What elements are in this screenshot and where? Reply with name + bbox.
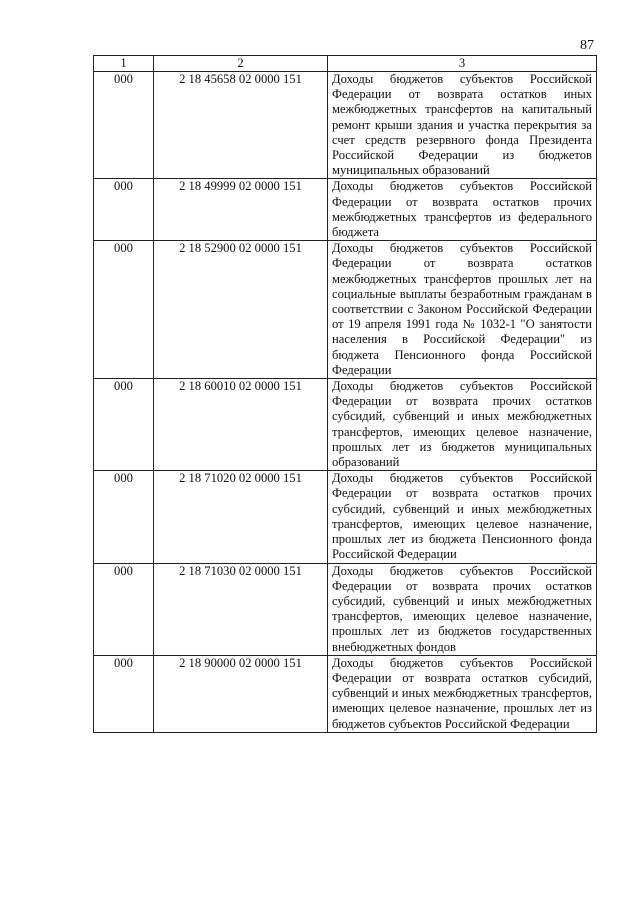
table-row	[94, 379, 597, 471]
column-header-description: 3	[328, 56, 597, 72]
budget-code-cell: 2 18 71030 02 0000 151	[154, 563, 328, 655]
description-cell: Доходы бюджетов субъектов Российской Федерации от возврата прочих остатков субсидий, субвенций и иных межбюджетных трансфертов, имеющих целевое назначение, прошлых лет из бюджетов муниципальных образований	[328, 379, 597, 471]
description-cell: Доходы бюджетов субъектов Российской Федерации от возврата остатков межбюджетных трансфертов прошлых лет на социальные выплаты безработным гражданам в соответствии с Законом Российской Федерации от 19 апреля 1991 года № 1032-1 "О занятости населения в Российской Федерации" из бюджета Пенсионного фонда Российской Федерации	[328, 241, 597, 379]
table-row	[94, 241, 597, 379]
column-header-admin-code: 1	[94, 56, 154, 72]
column-header-budget-code: 2	[154, 56, 328, 72]
budget-code-cell: 2 18 90000 02 0000 151	[154, 655, 328, 732]
admin-code-cell: 000	[94, 379, 154, 471]
admin-code-cell: 000	[94, 179, 154, 241]
budget-revenue-table	[93, 55, 597, 733]
description-cell: Доходы бюджетов субъектов Российской Федерации от возврата прочих остатков субсидий, субвенций и иных межбюджетных трансфертов, имеющих целевое назначение, прошлых лет из бюджетов государственных внебюджетных фондов	[328, 563, 597, 655]
admin-code-cell: 000	[94, 72, 154, 179]
budget-code-cell: 2 18 52900 02 0000 151	[154, 241, 328, 379]
budget-code-cell: 2 18 71020 02 0000 151	[154, 471, 328, 563]
budget-code-cell: 2 18 45658 02 0000 151	[154, 72, 328, 179]
table-row	[94, 471, 597, 563]
table-row	[94, 563, 597, 655]
budget-code-cell: 2 18 49999 02 0000 151	[154, 179, 328, 241]
admin-code-cell: 000	[94, 655, 154, 732]
table-row	[94, 179, 597, 241]
table-row	[94, 72, 597, 179]
page-number: 87	[580, 38, 594, 53]
table-header-row	[94, 56, 597, 72]
description-cell: Доходы бюджетов субъектов Российской Федерации от возврата остатков прочих межбюджетных трансфертов из федерального бюджета	[328, 179, 597, 241]
budget-code-cell: 2 18 60010 02 0000 151	[154, 379, 328, 471]
description-cell: Доходы бюджетов субъектов Российской Федерации от возврата остатков иных межбюджетных трансфертов на капитальный ремонт крыши здания и участка перекрытия за счет средств резервного фонда Президента Российской Федерации из бюджетов муниципальных образований	[328, 72, 597, 179]
description-cell: Доходы бюджетов субъектов Российской Федерации от возврата остатков субсидий, субвенций и иных межбюджетных трансфертов, имеющих целевое назначение, прошлых лет из бюджетов субъектов Российской Федерации	[328, 655, 597, 732]
table-row	[94, 655, 597, 732]
admin-code-cell: 000	[94, 563, 154, 655]
description-cell: Доходы бюджетов субъектов Российской Федерации от возврата остатков прочих субсидий, субвенций и иных межбюджетных трансфертов, имеющих целевое назначение, прошлых лет из бюджета Пенсионного фонда Российской Федерации	[328, 471, 597, 563]
admin-code-cell: 000	[94, 471, 154, 563]
admin-code-cell: 000	[94, 241, 154, 379]
